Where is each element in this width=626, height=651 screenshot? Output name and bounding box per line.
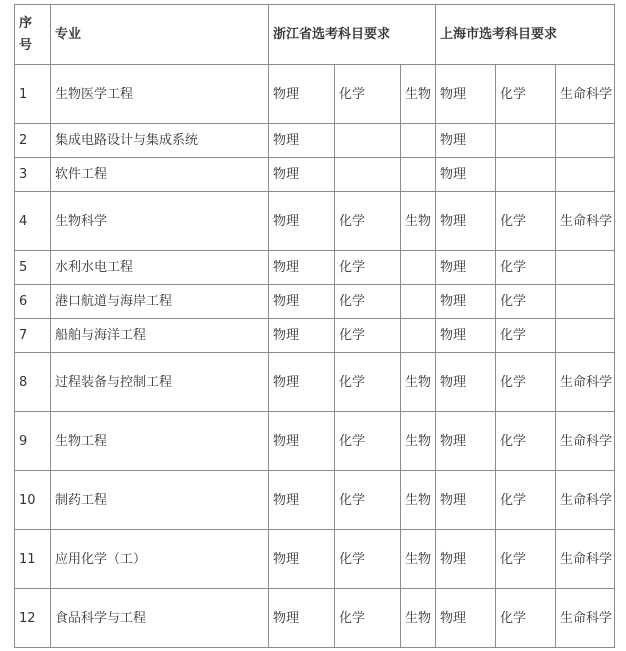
table-row [15,589,615,648]
zhejiang-subject-2: 化学 [335,285,401,319]
shanghai-subject-3 [556,319,615,353]
table-row [15,530,615,589]
header-seq [15,5,51,65]
row-number: 10 [15,471,51,530]
zhejiang-subject-3: 生物 [401,589,436,648]
shanghai-subject-1: 物理 [436,412,496,471]
row-number: 6 [15,285,51,319]
major-name: 食品科学与工程 [51,589,269,648]
major-name: 港口航道与海岸工程 [51,285,269,319]
shanghai-subject-3: 生命科学 [556,412,615,471]
shanghai-subject-2: 化学 [496,65,556,124]
zhejiang-subject-1: 物理 [269,412,335,471]
table-row [15,353,615,412]
table-row [15,192,615,251]
shanghai-subject-3: 生命科学 [556,471,615,530]
header-shanghai: 上海市选考科目要求 [436,5,615,65]
shanghai-subject-3: 生命科学 [556,530,615,589]
major-name: 生物工程 [51,412,269,471]
header-major: 专业 [51,5,269,65]
major-name: 生物科学 [51,192,269,251]
zhejiang-subject-2 [335,158,401,192]
zhejiang-subject-3: 生物 [401,65,436,124]
shanghai-subject-1: 物理 [436,471,496,530]
shanghai-subject-3 [556,251,615,285]
shanghai-subject-1: 物理 [436,192,496,251]
row-number: 9 [15,412,51,471]
table-row [15,471,615,530]
zhejiang-subject-2: 化学 [335,471,401,530]
zhejiang-subject-1: 物理 [269,124,335,158]
zhejiang-subject-3: 生物 [401,412,436,471]
row-number: 8 [15,353,51,412]
shanghai-subject-3 [556,158,615,192]
table-row [15,158,615,192]
shanghai-subject-3 [556,124,615,158]
zhejiang-subject-3 [401,319,436,353]
shanghai-subject-2: 化学 [496,530,556,589]
shanghai-subject-2: 化学 [496,319,556,353]
shanghai-subject-1: 物理 [436,353,496,412]
shanghai-subject-2: 化学 [496,285,556,319]
shanghai-subject-1: 物理 [436,285,496,319]
shanghai-subject-2: 化学 [496,412,556,471]
shanghai-subject-2 [496,158,556,192]
row-number: 4 [15,192,51,251]
zhejiang-subject-2: 化学 [335,530,401,589]
zhejiang-subject-1: 物理 [269,251,335,285]
zhejiang-subject-3: 生物 [401,353,436,412]
shanghai-subject-2: 化学 [496,251,556,285]
header-seq-line2: 号 [19,37,33,53]
row-number: 5 [15,251,51,285]
major-name: 集成电路设计与集成系统 [51,124,269,158]
table-row [15,251,615,285]
table-row [15,285,615,319]
zhejiang-subject-2: 化学 [335,412,401,471]
major-name: 应用化学（工） [51,530,269,589]
zhejiang-subject-1: 物理 [269,192,335,251]
zhejiang-subject-3 [401,285,436,319]
zhejiang-subject-1: 物理 [269,589,335,648]
major-name: 软件工程 [51,158,269,192]
shanghai-subject-2: 化学 [496,353,556,412]
header-zhejiang: 浙江省选考科目要求 [269,5,436,65]
zhejiang-subject-2: 化学 [335,353,401,412]
shanghai-subject-3: 生命科学 [556,589,615,648]
zhejiang-subject-1: 物理 [269,530,335,589]
zhejiang-subject-1: 物理 [269,319,335,353]
row-number: 12 [15,589,51,648]
shanghai-subject-1: 物理 [436,65,496,124]
major-name: 水利水电工程 [51,251,269,285]
shanghai-subject-3: 生命科学 [556,192,615,251]
zhejiang-subject-3: 生物 [401,192,436,251]
shanghai-subject-2 [496,124,556,158]
row-number: 1 [15,65,51,124]
zhejiang-subject-3 [401,158,436,192]
row-number: 11 [15,530,51,589]
row-number: 2 [15,124,51,158]
major-name: 制药工程 [51,471,269,530]
zhejiang-subject-1: 物理 [269,471,335,530]
shanghai-subject-3 [556,285,615,319]
major-name: 船舶与海洋工程 [51,319,269,353]
zhejiang-subject-3: 生物 [401,471,436,530]
shanghai-subject-1: 物理 [436,319,496,353]
header-seq-line1: 序 [19,15,33,31]
zhejiang-subject-1: 物理 [269,353,335,412]
shanghai-subject-1: 物理 [436,251,496,285]
zhejiang-subject-2: 化学 [335,319,401,353]
zhejiang-subject-2 [335,124,401,158]
row-number: 3 [15,158,51,192]
zhejiang-subject-3 [401,251,436,285]
table-row [15,412,615,471]
shanghai-subject-2: 化学 [496,471,556,530]
zhejiang-subject-2: 化学 [335,192,401,251]
shanghai-subject-2: 化学 [496,192,556,251]
zhejiang-subject-2: 化学 [335,251,401,285]
zhejiang-subject-2: 化学 [335,589,401,648]
row-number: 7 [15,319,51,353]
shanghai-subject-1: 物理 [436,158,496,192]
major-name: 过程装备与控制工程 [51,353,269,412]
table-row [15,65,615,124]
shanghai-subject-3: 生命科学 [556,65,615,124]
subject-requirements-table [14,4,615,648]
shanghai-subject-2: 化学 [496,589,556,648]
shanghai-subject-1: 物理 [436,589,496,648]
zhejiang-subject-3: 生物 [401,530,436,589]
zhejiang-subject-1: 物理 [269,65,335,124]
zhejiang-subject-1: 物理 [269,158,335,192]
zhejiang-subject-2: 化学 [335,65,401,124]
shanghai-subject-1: 物理 [436,530,496,589]
header-row [15,5,615,65]
zhejiang-subject-1: 物理 [269,285,335,319]
table-row [15,319,615,353]
shanghai-subject-1: 物理 [436,124,496,158]
table-row [15,124,615,158]
zhejiang-subject-3 [401,124,436,158]
major-name: 生物医学工程 [51,65,269,124]
shanghai-subject-3: 生命科学 [556,353,615,412]
